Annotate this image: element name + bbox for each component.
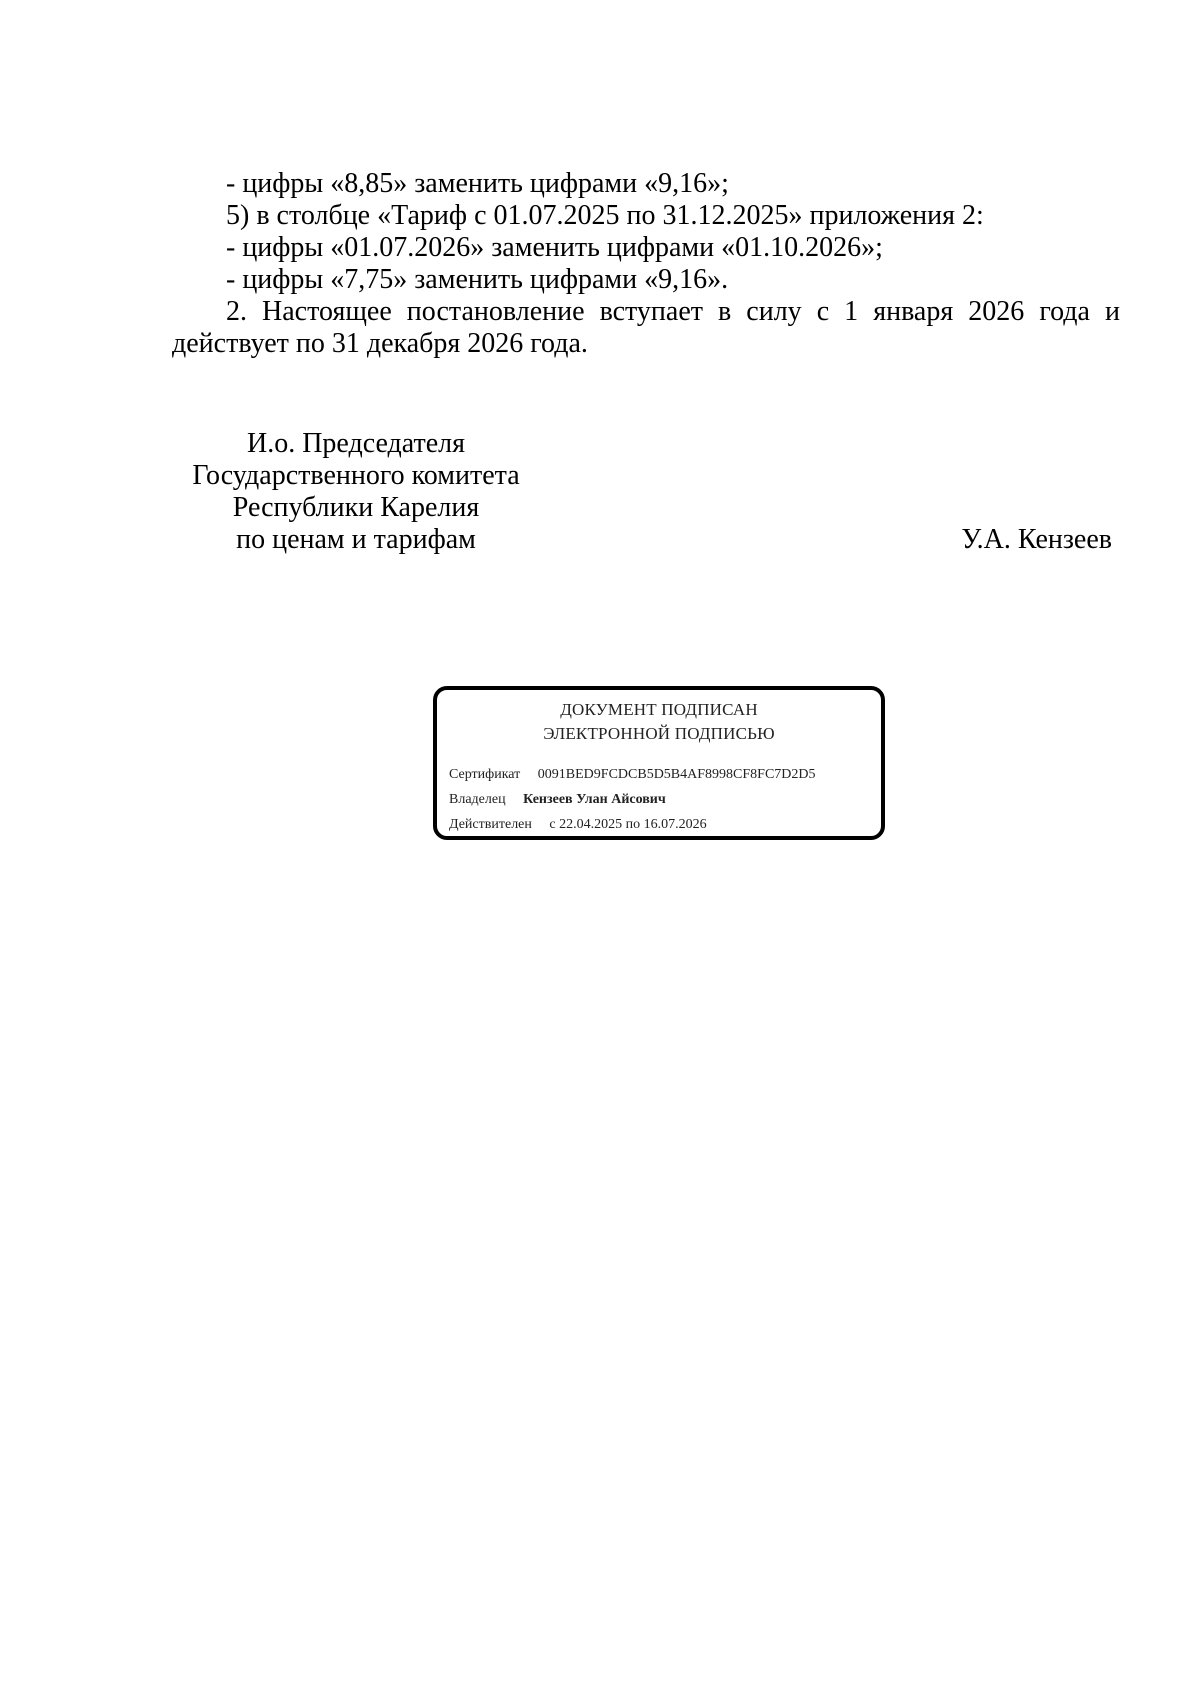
stamp-owner-row [449,787,881,812]
stamp-details [437,762,881,837]
stamp-validity-row [449,812,881,837]
validity-label: Действителен [449,817,532,832]
signatory-title [186,428,526,556]
body-line: - цифры «8,85» заменить цифрами «9,16»; [226,168,729,199]
validity-value: с 22.04.2025 по 16.07.2026 [549,817,707,832]
signatory-line: Государственного комитета [192,460,520,491]
signatory-line: по ценам и тарифам [236,524,476,555]
certificate-value: 0091BED9FCDCB5D5B4AF8998CF8FC7D2D5 [537,767,816,782]
body-line: - цифры «7,75» заменить цифрами «9,16». [226,264,729,295]
stamp-title-line: ДОКУМЕНТ ПОДПИСАН [560,700,758,719]
electronic-signature-stamp [433,686,885,840]
certificate-label: Сертификат [449,767,521,782]
signatory-line: И.о. Председателя [246,428,466,459]
signatory-line: Республики Карелия [232,492,480,523]
signer-name: У.А. Кензеев [961,524,1112,555]
stamp-title-line: ЭЛЕКТРОННОЙ ПОДПИСЬЮ [543,724,775,743]
owner-label: Владелец [449,792,506,807]
paragraph-2-first-line: 2. Настоящее постановление вступает в силу с 1 января 2026 года и [226,296,1120,327]
stamp-certificate-row [449,762,881,787]
paragraph-2-second-line: действует по 31 декабря 2026 года. [172,328,588,359]
body-line: - цифры «01.07.2026» заменить цифрами «01.10.2026»; [226,232,883,263]
document-body [172,168,1120,360]
body-line: 5) в столбце «Тариф с 01.07.2025 по 31.12.2025» приложения 2: [226,200,984,231]
stamp-title [437,698,881,746]
owner-value: Кензеев Улан Айсович [523,792,666,807]
